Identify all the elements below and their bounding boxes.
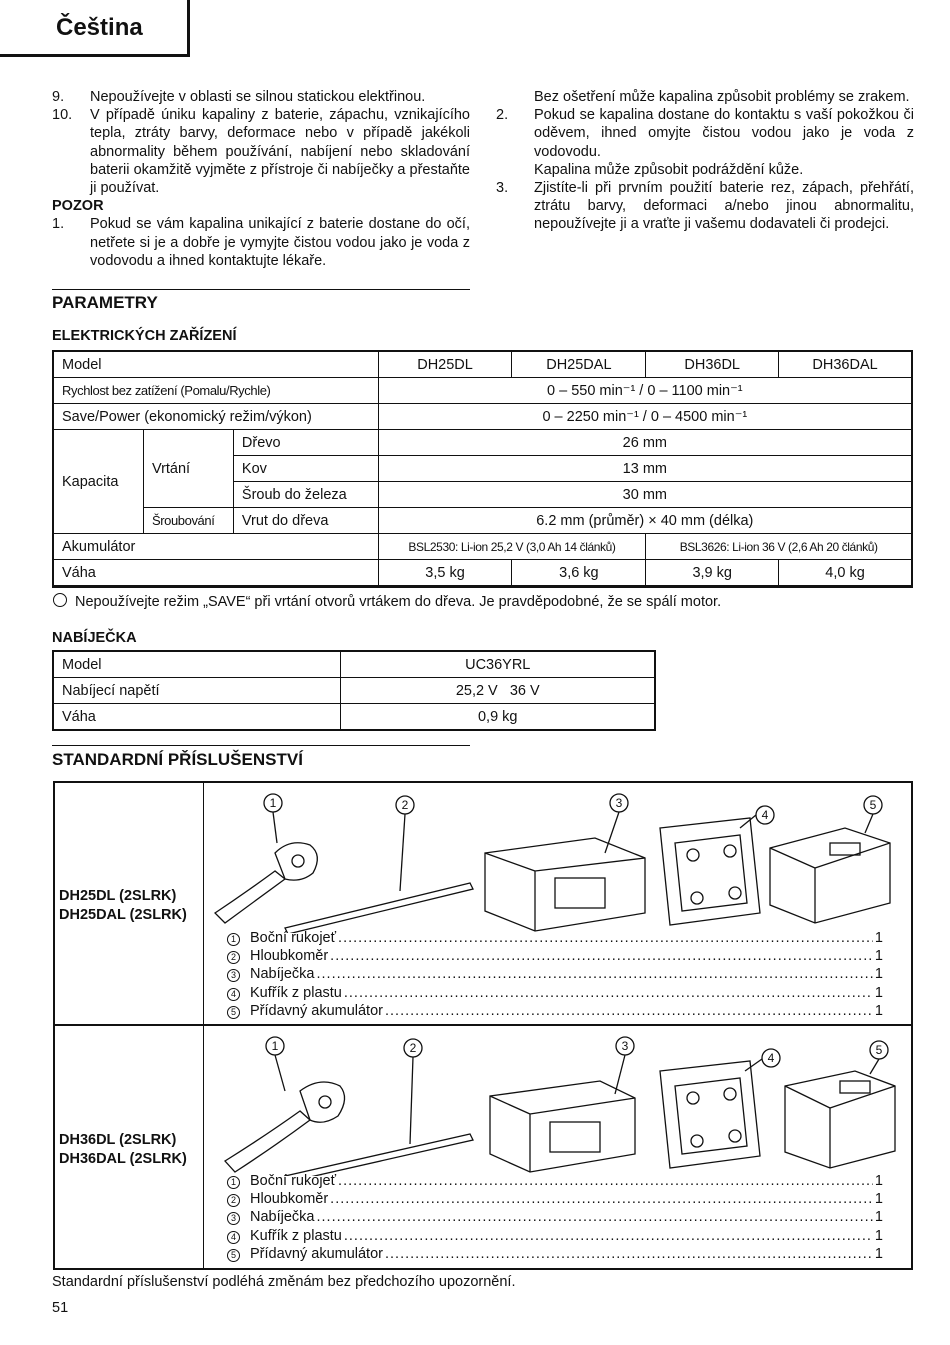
accessory-illustration [205,1026,913,1176]
elektrickych-zarizeni-subtitle: ELEKTRICKÝCH ZAŘÍZENÍ [52,328,237,344]
svg-text:5: 5 [869,798,877,812]
table-row: Nabíjecí napětí 25,2 V 36 V [54,678,655,704]
table-row: Kapacita Vrtání Dřevo 26 mm [54,430,912,456]
language-label: Čeština [56,14,143,41]
charger-icon [485,812,645,931]
nabijecka-title: NABÍJEČKA [52,630,137,646]
list-item: 4 Kufřík z plastu ..... 1 [227,984,883,1002]
accessory-list [227,1172,883,1263]
table-row: Šroubování Vrut do dřeva 6.2 mm (průměr) × 40 mm (délka) [54,508,912,534]
accessory-footnote: Standardní příslušenství podléhá změnám bez předchozího upozornění. [52,1274,516,1290]
table-row: Model UC36YRL [54,652,655,678]
list-item: 1 Boční rukojeť ..... 1 [227,1172,883,1190]
list-item: 10. V případě úniku kapaliny z baterie, zápachu, vznikajícího tepla, ztráty barvy, deformace nebo v případě jakékoli abnormality během používání, nabíjení nebo skladování baterii okamžitě vyjměte z přístroje či nabíječky a přestaňte ji používat. [52,107,470,197]
table-row: Akumulátor BSL2530: Li-ion 25,2 V (3,0 Ah 14 článků) BSL3626: Li-ion 36 V (2,6 Ah 20 článků) [54,534,912,560]
charger-icon [490,1055,635,1172]
accessory-group-2 [53,1024,913,1270]
list-item: 2. Pokud se kapalina dostane do kontaktu s vaší pokožkou či oděvem, ihned omyjte čistou vodou jako je voda z vodovodu. Kapalina může způsobit podráždění kůže. [496,107,914,178]
list-item: 3. Zjistíte-li při prvním použití baterie rez, zápach, přehřátí, ztrátu barvy, deformaci a/nebo jinou abnormalitu, nepoužívejte ji a vraťte ji vašemu dodavateli či prodejci. [496,180,914,233]
svg-text:4: 4 [767,1051,775,1065]
battery-icon [785,1059,895,1168]
parametry-title: PARAMETRY [52,293,158,312]
list-item: 2 Hloubkoměr ..... 1 [227,1190,883,1208]
pozor-heading: POZOR [52,198,104,215]
table-row: Váha 0,9 kg [54,704,655,730]
list-item: 5 Přídavný akumulátor ..... 1 [227,1245,883,1263]
circle-bullet-icon [53,593,67,607]
group-model-label: DH25DL (2SLRK) DH25DAL (2SLRK) [59,888,187,923]
accessory-illustration [205,783,913,933]
svg-text:2: 2 [401,798,409,812]
list-item: 1 Boční rukojeť ..... 1 [227,929,883,947]
language-tab [0,0,190,57]
table-row: Rychlost bez zatížení (Pomalu/Rychle) 0 – 550 min⁻¹ / 0 – 1100 min⁻¹ [54,378,912,404]
section-rule [52,289,470,290]
svg-text:4: 4 [761,808,769,822]
list-item: 9. Nepoužívejte v oblasti se silnou statickou elektřinou. [52,89,426,105]
battery-icon [770,814,890,923]
side-handle-icon [215,812,317,923]
accessory-list [227,929,883,1020]
svg-text:3: 3 [621,1039,629,1053]
table-row: Váha 3,5 kg 3,6 kg 3,9 kg 4,0 kg [54,560,912,586]
spec-table [53,351,912,586]
page-number: 51 [52,1300,69,1316]
list-item: 1. Pokud se vám kapalina unikající z baterie dostane do očí, netřete si je a dobře je vymyjte čistou vodou jako je voda z vodovodu a ihned kontaktujte lékaře. [52,216,470,269]
accessory-group-1 [53,781,913,1026]
prislusenstvi-title: STANDARDNÍ PŘÍSLUŠENSTVÍ [52,750,303,769]
carrying-case-icon [660,815,760,925]
side-handle-icon [225,1055,345,1172]
right-column [496,88,914,234]
svg-text:2: 2 [409,1041,417,1055]
section-rule [52,745,470,746]
carrying-case-icon [660,1059,762,1168]
depth-gauge-icon [285,1057,473,1176]
table-row: Save/Power (ekonomický režim/výkon) 0 – 2250 min⁻¹ / 0 – 4500 min⁻¹ [54,404,912,430]
left-column [52,88,470,270]
group-model-label: DH36DL (2SLRK) DH36DAL (2SLRK) [59,1132,187,1167]
list-item: 5 Přídavný akumulátor ..... 1 [227,1002,883,1020]
list-item: 4 Kufřík z plastu ..... 1 [227,1227,883,1245]
list-item: 2 Hloubkoměr ..... 1 [227,947,883,965]
save-mode-note: Nepoužívejte režim „SAVE“ při vrtání otvorů vrtákem do dřeva. Je pravděpodobné, že se spálí motor. [53,593,721,610]
svg-text:1: 1 [269,796,277,810]
svg-text:3: 3 [615,796,623,810]
svg-text:1: 1 [271,1039,279,1053]
list-item: 3 Nabíječka ..... 1 [227,965,883,983]
svg-text:5: 5 [875,1043,883,1057]
table-row: Šroub do železa 30 mm [54,482,912,508]
continuation-text: Bez ošetření může kapalina způsobit problémy se zrakem. [534,89,910,105]
list-item: 3 Nabíječka ..... 1 [227,1208,883,1226]
table-row: Kov 13 mm [54,456,912,482]
charger-table [53,651,655,730]
table-row: Model DH25DL DH25DAL DH36DL DH36DAL [54,352,912,378]
